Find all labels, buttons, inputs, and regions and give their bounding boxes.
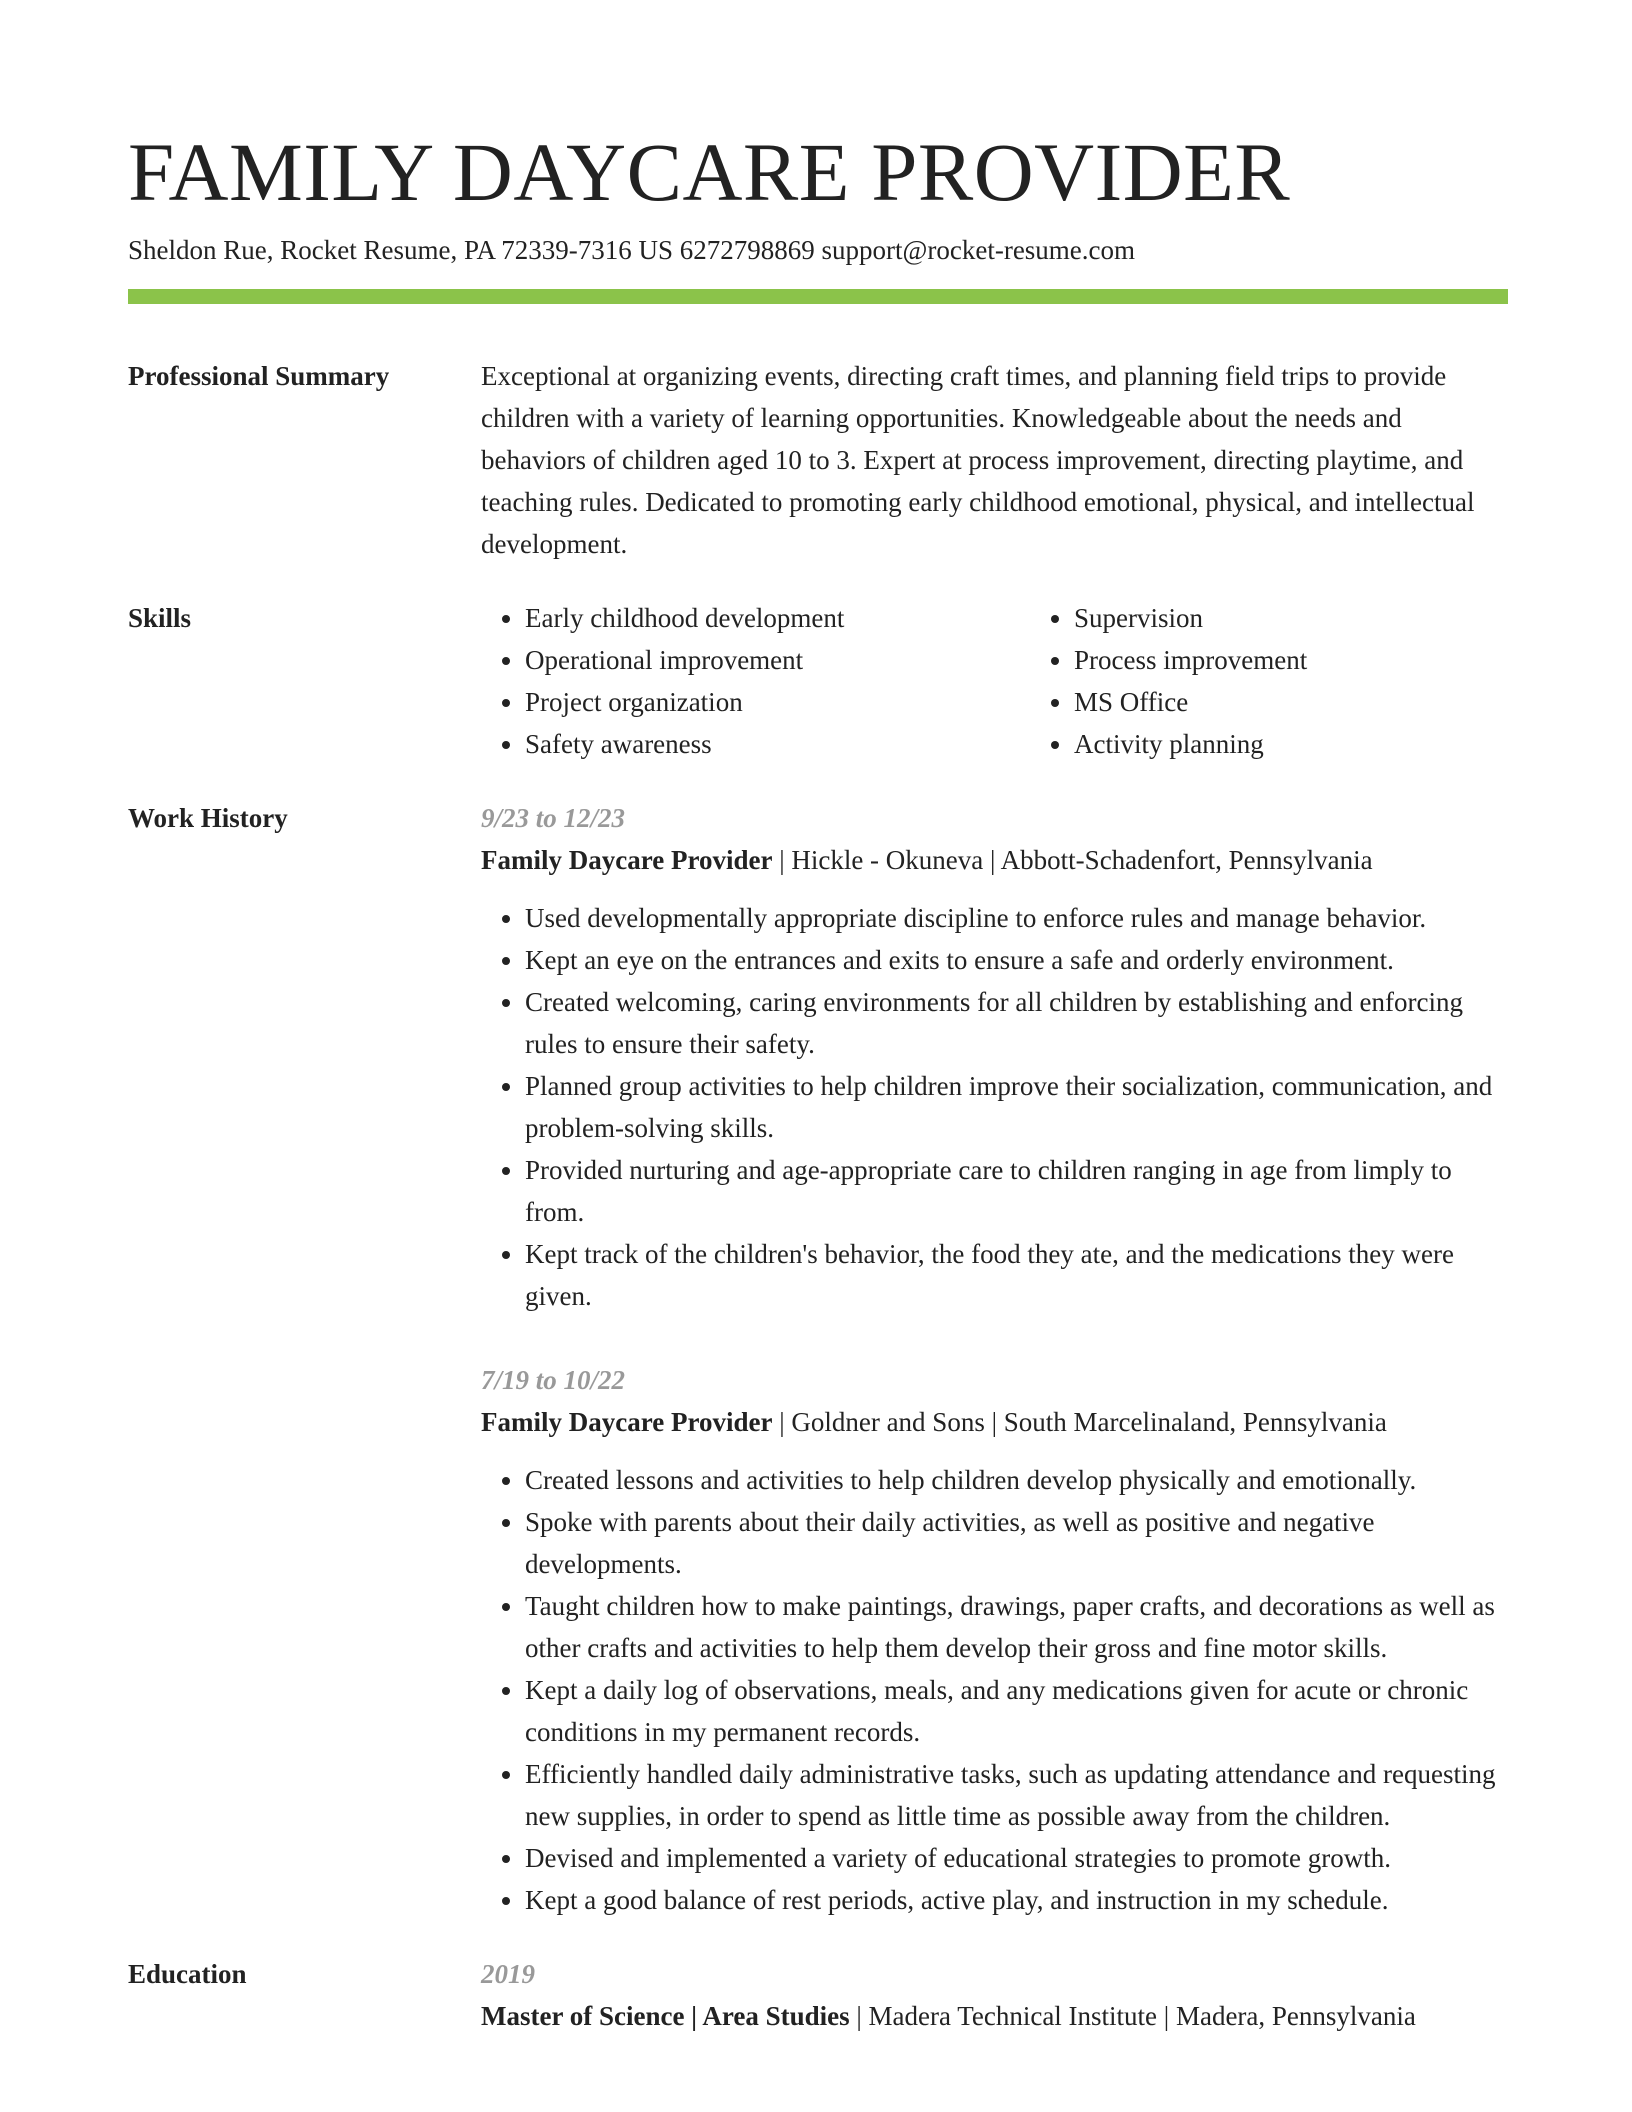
school-location: | Madera Technical Institute | Madera, Pennsylvania bbox=[849, 2001, 1416, 2031]
duty-item: • Planned group activities to help children improve their socialization, communication, and problem-solving skills. bbox=[525, 1065, 1508, 1149]
job-duties bbox=[481, 1459, 1508, 1921]
skill-item: • Safety awareness bbox=[525, 723, 1030, 765]
skill-item: • MS Office bbox=[1074, 681, 1579, 723]
duty-item: • Used developmentally appropriate discipline to enforce rules and manage behavior. bbox=[525, 897, 1508, 939]
skill-item: • Early childhood development bbox=[525, 597, 1030, 639]
skills-section bbox=[128, 597, 1508, 765]
skill-item: • Supervision bbox=[1074, 597, 1579, 639]
job-employer-location: | Goldner and Sons | South Marcelinaland, Pennsylvania bbox=[772, 1407, 1387, 1437]
skills-columns bbox=[481, 597, 1579, 765]
duty-item: • Kept a daily log of observations, meals, and any medications given for acute or chronic conditions in my permanent records. bbox=[525, 1669, 1508, 1753]
skills-heading: Skills bbox=[128, 603, 192, 633]
skills-list-right bbox=[1030, 597, 1579, 765]
duty-item: • Created welcoming, caring environments for all children by establishing and enforcing rules to ensure their safety. bbox=[525, 981, 1508, 1065]
education-body bbox=[481, 1953, 1508, 2037]
candidate-name: FAMILY DAYCARE PROVIDER bbox=[128, 126, 1291, 218]
summary-text: Exceptional at organizing events, directing craft times, and planning field trips to provide children with a variety of learning opportunities. Knowledgeable about the needs and behaviors of children aged 10 to 3. Expert at process improvement, directing playtime, and teaching rules. Dedicated to promoting early childhood emotional, physical, and intellectual development. bbox=[481, 361, 1475, 559]
education-line bbox=[481, 1995, 1508, 2037]
job-employer-location: | Hickle - Okuneva | Abbott-Schadenfort, Pennsylvania bbox=[772, 845, 1373, 875]
duty-item: • Taught children how to make paintings, drawings, paper crafts, and decorations as well as other crafts and activities to help them develop their gross and fine motor skills. bbox=[525, 1585, 1508, 1669]
summary-section bbox=[128, 355, 1508, 565]
skill-item: • Activity planning bbox=[1074, 723, 1579, 765]
duty-item: • Created lessons and activities to help children develop physically and emotionally. bbox=[525, 1459, 1508, 1501]
duty-item: • Spoke with parents about their daily activities, as well as positive and negative developments. bbox=[525, 1501, 1508, 1585]
degree: Master of Science | Area Studies bbox=[481, 2001, 850, 2031]
job-entry bbox=[481, 1359, 1508, 1921]
skill-item: • Operational improvement bbox=[525, 639, 1030, 681]
job-title: Family Daycare Provider bbox=[481, 1407, 773, 1437]
job-dates: 7/19 to 10/22 bbox=[481, 1365, 626, 1395]
duty-item: • Kept a good balance of rest periods, active play, and instruction in my schedule. bbox=[525, 1879, 1508, 1921]
skill-item: • Project organization bbox=[525, 681, 1030, 723]
work-history-heading: Work History bbox=[128, 803, 288, 833]
job-duties bbox=[481, 897, 1508, 1317]
skill-item: • Process improvement bbox=[1074, 639, 1579, 681]
duty-item: • Kept an eye on the entrances and exits to ensure a safe and orderly environment. bbox=[525, 939, 1508, 981]
job-entry bbox=[481, 797, 1508, 1317]
header-divider bbox=[128, 289, 1508, 304]
education-section bbox=[128, 1953, 1508, 2037]
duty-item: • Devised and implemented a variety of educational strategies to promote growth. bbox=[525, 1837, 1508, 1879]
education-year: 2019 bbox=[481, 1959, 535, 1989]
education-heading: Education bbox=[128, 1959, 247, 1989]
duty-item: • Kept track of the children's behavior, the food they ate, and the medications they were given. bbox=[525, 1233, 1508, 1317]
skills-body bbox=[481, 597, 1579, 765]
contact-line: Sheldon Rue, Rocket Resume, PA 72339-7316 US 6272798869 support@rocket-resume.com bbox=[128, 235, 1136, 265]
duty-item: • Efficiently handled daily administrative tasks, such as updating attendance and requesting new supplies, in order to spend as little time as possible away from the children. bbox=[525, 1753, 1508, 1837]
job-title-line bbox=[481, 1401, 1508, 1443]
duty-item: • Provided nurturing and age-appropriate care to children ranging in age from limply to from. bbox=[525, 1149, 1508, 1233]
work-history-body bbox=[481, 797, 1508, 1921]
job-title: Family Daycare Provider bbox=[481, 845, 773, 875]
resume-page bbox=[128, 124, 1508, 2037]
skills-list-left bbox=[481, 597, 1030, 765]
job-title-line bbox=[481, 839, 1508, 881]
work-history-section bbox=[128, 797, 1508, 1921]
summary-heading: Professional Summary bbox=[128, 361, 390, 391]
job-dates: 9/23 to 12/23 bbox=[481, 803, 626, 833]
